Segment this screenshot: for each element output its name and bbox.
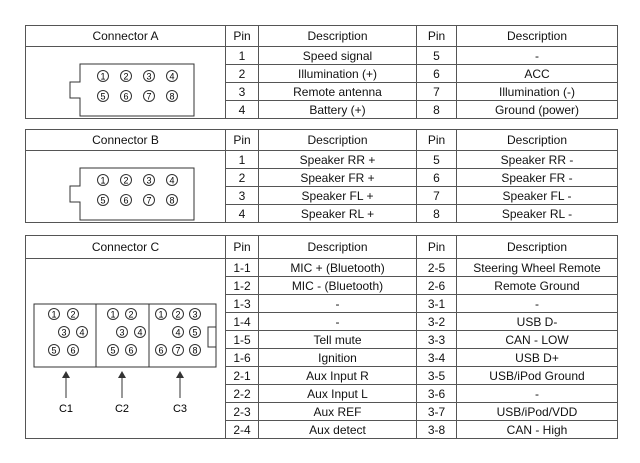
description-cell: Aux Input L xyxy=(259,385,417,403)
pin-cell: 2-3 xyxy=(226,403,259,421)
svg-text:3: 3 xyxy=(146,175,152,186)
c3-pin xyxy=(173,309,184,320)
pin-cell: 3-6 xyxy=(417,385,457,403)
connector-b-pin xyxy=(98,195,109,206)
c3-label: C3 xyxy=(172,403,188,415)
connector-b-pin xyxy=(121,195,132,206)
header-pin: Pin xyxy=(226,26,259,47)
header-pin: Pin xyxy=(417,130,457,151)
description-cell: USB D- xyxy=(457,313,618,331)
pin-cell: 8 xyxy=(417,101,457,119)
c2-pin xyxy=(126,345,137,356)
description-cell: MIC - (Bluetooth) xyxy=(259,277,417,295)
svg-text:3: 3 xyxy=(119,327,125,338)
svg-text:5: 5 xyxy=(100,91,106,102)
connector-c-diagram xyxy=(26,259,226,439)
connector-c-title: Connector C xyxy=(26,236,226,259)
svg-text:3: 3 xyxy=(192,309,198,320)
connector-b-face xyxy=(26,151,226,223)
svg-text:1: 1 xyxy=(158,309,164,320)
pin-cell: 5 xyxy=(417,47,457,65)
c1-label: C1 xyxy=(58,403,74,415)
svg-text:3: 3 xyxy=(61,327,67,338)
header-description: Description xyxy=(259,130,417,151)
c2-pin xyxy=(108,309,119,320)
c2-pin xyxy=(108,345,119,356)
connector-a-pin xyxy=(98,91,109,102)
pin-cell: 1-2 xyxy=(226,277,259,295)
pin-cell: 2-4 xyxy=(226,421,259,439)
header-description: Description xyxy=(259,236,417,259)
svg-text:5: 5 xyxy=(100,195,106,206)
c2-label: C2 xyxy=(114,403,130,415)
pin-cell: 2 xyxy=(226,169,259,187)
svg-text:5: 5 xyxy=(192,327,198,338)
svg-text:8: 8 xyxy=(169,91,175,102)
connector-a-pin xyxy=(144,91,155,102)
connector-a-diagram xyxy=(26,47,226,119)
c3-pin xyxy=(156,309,167,320)
description-cell: Speaker FL - xyxy=(457,187,618,205)
description-cell: Remote Ground xyxy=(457,277,618,295)
description-cell: USB/iPod/VDD xyxy=(457,403,618,421)
c2-pin xyxy=(126,309,137,320)
pin-cell: 2-5 xyxy=(417,259,457,277)
description-cell: MIC + (Bluetooth) xyxy=(259,259,417,277)
svg-text:8: 8 xyxy=(192,345,198,356)
pin-cell: 4 xyxy=(226,205,259,223)
connector-a-title: Connector A xyxy=(26,26,226,47)
description-cell: CAN - LOW xyxy=(457,331,618,349)
connector-a-pin xyxy=(121,91,132,102)
c1-pin xyxy=(68,345,79,356)
description-cell: CAN - High xyxy=(457,421,618,439)
description-cell: - xyxy=(259,295,417,313)
header-description: Description xyxy=(457,236,618,259)
connector-b-table xyxy=(25,129,618,223)
pin-cell: 3-5 xyxy=(417,367,457,385)
description-cell: Illumination (-) xyxy=(457,83,618,101)
svg-text:1: 1 xyxy=(110,309,116,320)
c3-pin xyxy=(173,327,184,338)
pin-cell: 2-2 xyxy=(226,385,259,403)
description-cell: Illumination (+) xyxy=(259,65,417,83)
description-cell: Speaker RR - xyxy=(457,151,618,169)
pin-cell: 3 xyxy=(226,187,259,205)
pin-cell: 5 xyxy=(417,151,457,169)
svg-text:4: 4 xyxy=(79,327,85,338)
description-cell: ACC xyxy=(457,65,618,83)
svg-text:2: 2 xyxy=(123,71,129,82)
description-cell: Remote antenna xyxy=(259,83,417,101)
connector-b-pin xyxy=(144,175,155,186)
description-cell: USB D+ xyxy=(457,349,618,367)
description-cell: Speaker FL + xyxy=(259,187,417,205)
svg-text:4: 4 xyxy=(175,327,181,338)
svg-text:1: 1 xyxy=(51,309,57,320)
pin-cell: 3 xyxy=(226,83,259,101)
connector-a-pin xyxy=(144,71,155,82)
header-description: Description xyxy=(259,26,417,47)
svg-text:1: 1 xyxy=(100,71,106,82)
description-cell: Battery (+) xyxy=(259,101,417,119)
connector-b-pin xyxy=(167,175,178,186)
pin-cell: 1 xyxy=(226,151,259,169)
description-cell: Steering Wheel Remote xyxy=(457,259,618,277)
c3-pin xyxy=(190,309,201,320)
pin-cell: 3-4 xyxy=(417,349,457,367)
description-cell: - xyxy=(457,47,618,65)
connector-a-pin xyxy=(98,71,109,82)
pin-cell: 3-3 xyxy=(417,331,457,349)
svg-text:2: 2 xyxy=(175,309,181,320)
c1-pin xyxy=(77,327,88,338)
description-cell: Speed signal xyxy=(259,47,417,65)
description-cell: Ground (power) xyxy=(457,101,618,119)
c3-pin xyxy=(173,345,184,356)
c2-pin xyxy=(135,327,146,338)
connector-a-pin xyxy=(167,71,178,82)
header-pin: Pin xyxy=(417,236,457,259)
pin-cell: 6 xyxy=(417,169,457,187)
pin-cell: 1-4 xyxy=(226,313,259,331)
description-cell: Aux detect xyxy=(259,421,417,439)
svg-text:6: 6 xyxy=(123,195,129,206)
pin-cell: 1 xyxy=(226,47,259,65)
connector-b-pin xyxy=(144,195,155,206)
c1-pin xyxy=(49,345,60,356)
connector-c-face xyxy=(26,259,226,439)
header-pin: Pin xyxy=(226,236,259,259)
connector-b-pin xyxy=(98,175,109,186)
svg-text:4: 4 xyxy=(169,175,175,186)
c1-pin xyxy=(49,309,60,320)
pin-cell: 3-2 xyxy=(417,313,457,331)
pin-cell: 2-1 xyxy=(226,367,259,385)
c3-arrow xyxy=(173,371,187,415)
pin-cell: 1-3 xyxy=(226,295,259,313)
c2-pin xyxy=(117,327,128,338)
header-pin: Pin xyxy=(226,130,259,151)
svg-text:1: 1 xyxy=(100,175,106,186)
header-pin: Pin xyxy=(417,26,457,47)
header-description: Description xyxy=(457,26,618,47)
svg-text:6: 6 xyxy=(123,91,129,102)
svg-text:6: 6 xyxy=(158,345,164,356)
description-cell: Speaker RR + xyxy=(259,151,417,169)
svg-text:5: 5 xyxy=(51,345,57,356)
description-cell: Aux REF xyxy=(259,403,417,421)
description-cell: - xyxy=(457,385,618,403)
pin-cell: 4 xyxy=(226,101,259,119)
connector-b-pin xyxy=(167,195,178,206)
svg-text:4: 4 xyxy=(169,71,175,82)
c2-arrow xyxy=(115,371,129,415)
pin-cell: 2 xyxy=(226,65,259,83)
pin-cell: 1-1 xyxy=(226,259,259,277)
connector-a-face xyxy=(26,47,226,119)
svg-text:7: 7 xyxy=(175,345,181,356)
header-description: Description xyxy=(457,130,618,151)
svg-text:6: 6 xyxy=(128,345,134,356)
connector-a-pin xyxy=(121,71,132,82)
description-cell: Ignition xyxy=(259,349,417,367)
c3-pin xyxy=(190,345,201,356)
svg-text:5: 5 xyxy=(110,345,116,356)
connector-a-table xyxy=(25,25,618,119)
c1-pin xyxy=(59,327,70,338)
pin-cell: 6 xyxy=(417,65,457,83)
pin-cell: 7 xyxy=(417,83,457,101)
svg-text:2: 2 xyxy=(128,309,134,320)
svg-text:6: 6 xyxy=(70,345,76,356)
description-cell: Speaker RL + xyxy=(259,205,417,223)
svg-text:8: 8 xyxy=(169,195,175,206)
description-cell: - xyxy=(259,313,417,331)
description-cell: Speaker FR + xyxy=(259,169,417,187)
description-cell: Speaker RL - xyxy=(457,205,618,223)
connector-c-table xyxy=(25,235,618,439)
c3-pin xyxy=(190,327,201,338)
c3-pin xyxy=(156,345,167,356)
description-cell: USB/iPod Ground xyxy=(457,367,618,385)
pin-cell: 3-1 xyxy=(417,295,457,313)
description-cell: Speaker FR - xyxy=(457,169,618,187)
pin-cell: 2-6 xyxy=(417,277,457,295)
pin-cell: 1-5 xyxy=(226,331,259,349)
description-cell: - xyxy=(457,295,618,313)
connector-a-pin xyxy=(167,91,178,102)
connector-b-diagram xyxy=(26,151,226,223)
pin-cell: 3-7 xyxy=(417,403,457,421)
pin-cell: 8 xyxy=(417,205,457,223)
description-cell: Tell mute xyxy=(259,331,417,349)
svg-text:2: 2 xyxy=(123,175,129,186)
pin-cell: 3-8 xyxy=(417,421,457,439)
svg-text:4: 4 xyxy=(137,327,143,338)
c1-pin xyxy=(68,309,79,320)
pin-cell: 1-6 xyxy=(226,349,259,367)
connector-b-pin xyxy=(121,175,132,186)
c1-arrow xyxy=(59,371,73,415)
connector-b-title: Connector B xyxy=(26,130,226,151)
svg-text:7: 7 xyxy=(146,195,152,206)
pin-cell: 7 xyxy=(417,187,457,205)
svg-text:3: 3 xyxy=(146,71,152,82)
svg-text:7: 7 xyxy=(146,91,152,102)
description-cell: Aux Input R xyxy=(259,367,417,385)
svg-text:2: 2 xyxy=(70,309,76,320)
